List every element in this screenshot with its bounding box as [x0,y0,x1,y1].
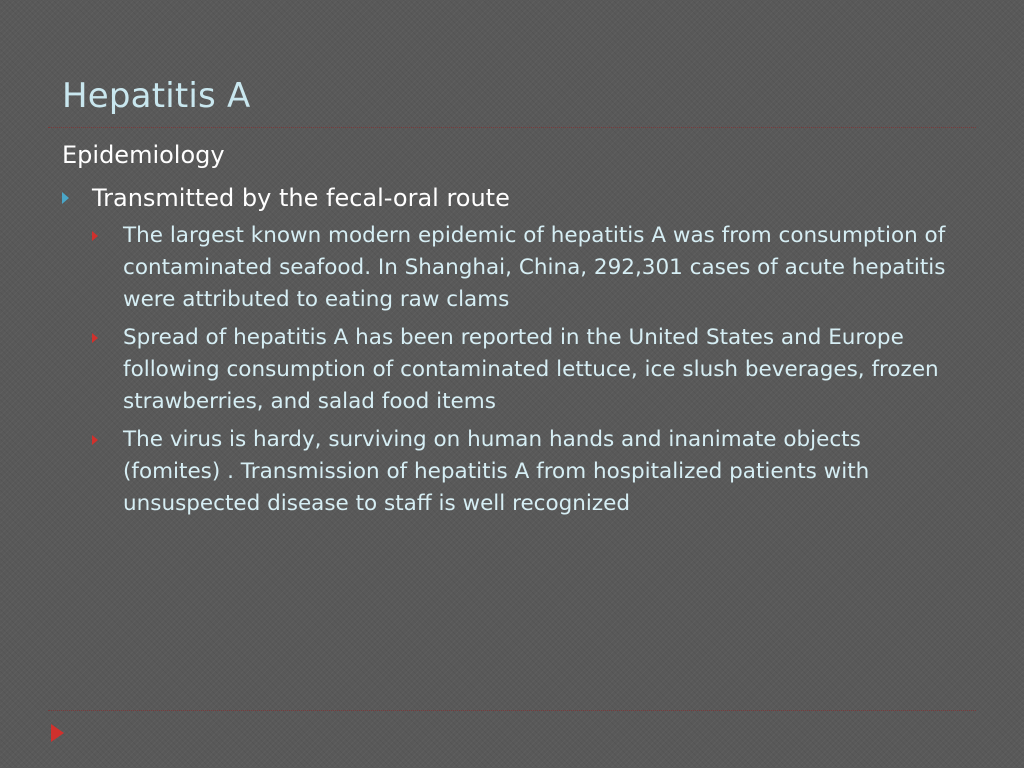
bullet-text: Transmitted by the fecal-oral route [92,184,510,212]
sub-bullet-text: The largest known modern epidemic of hepatitis A was from consumption of contaminated seafood. In Shanghai, China, 292,301 cases of acute hepatitis were attributed to eating raw clams [123,223,946,312]
section-heading: Epidemiology [62,141,225,169]
bullet-level-1 [62,182,962,214]
triangle-right-icon [62,192,69,204]
triangle-right-icon [92,231,98,241]
play-arrow-icon[interactable] [51,724,64,742]
sub-bullet [92,424,963,520]
slide-title: Hepatitis A [62,76,251,116]
sub-bullet [92,220,963,316]
sub-bullet-text: Spread of hepatitis A has been reported in the United States and Europe following consumption of contaminated lettuce, ice slush beverages, frozen strawberries, and salad food items [123,325,939,414]
sub-bullet-text: The virus is hardy, surviving on human hands and inanimate objects (fomites) . Transmission of hepatitis A from hospitalized patients with unsuspected disease to staff is well recognized [123,427,870,516]
triangle-right-icon [92,333,98,343]
title-divider [48,127,976,128]
sub-bullet [92,322,963,418]
slide-content [62,138,962,526]
footer-divider [48,710,976,711]
triangle-right-icon [92,435,98,445]
